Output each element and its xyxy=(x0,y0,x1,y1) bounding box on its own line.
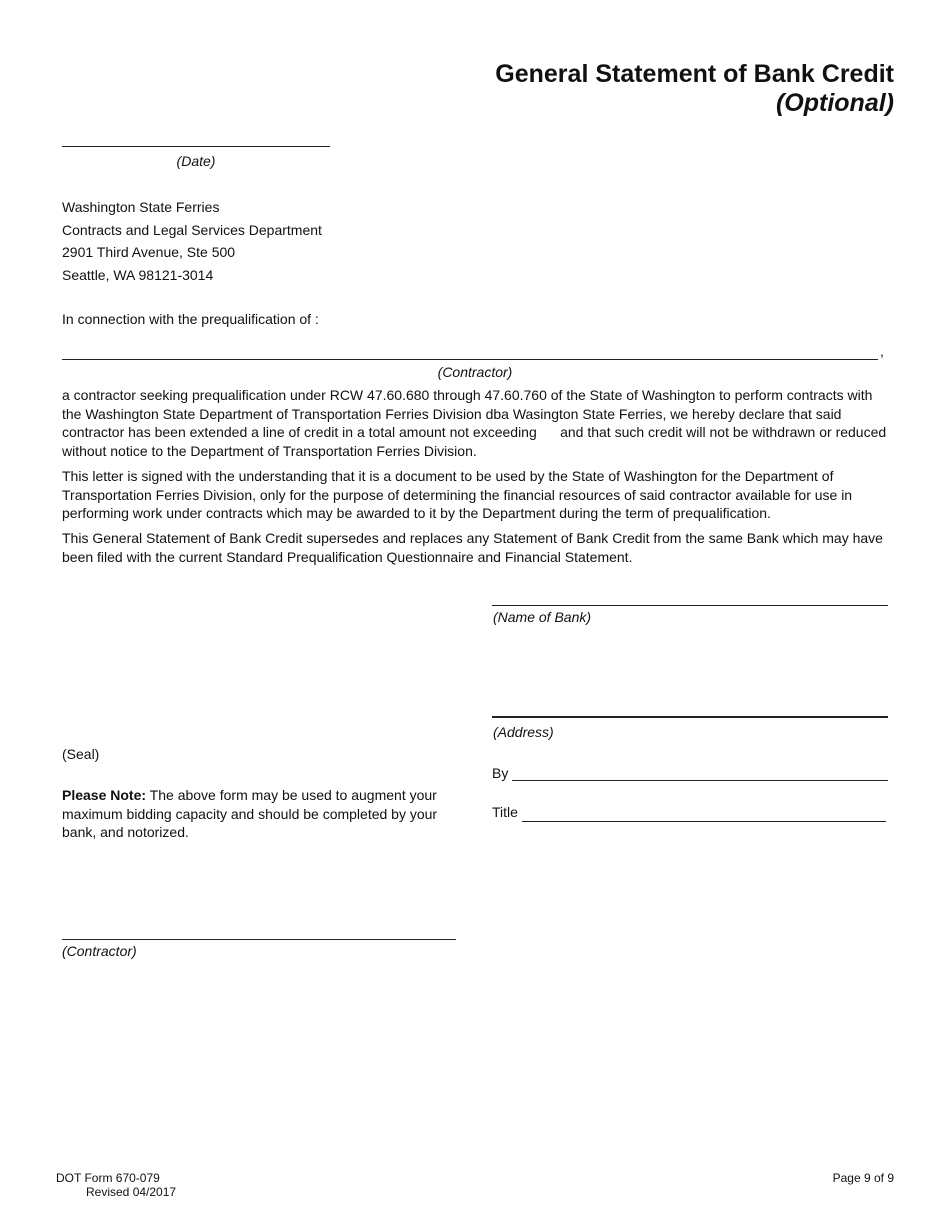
contractor-label: (Contractor) xyxy=(437,364,513,380)
footer-form-number: DOT Form 670-079 xyxy=(56,1171,160,1185)
contractor-signature-input[interactable] xyxy=(62,920,456,938)
body-paragraph-2: This letter is signed with the understanding that it is a document to be used by the State of Washington for the Department of Transportation Ferries Division, only for the purpose of determining the financial resources of said contractor available for use in performing work under contracts which may be awarded to it by the Department during the term of prequalification. xyxy=(62,468,853,522)
title-label: Title xyxy=(492,804,518,820)
intro-text: In connection with the prequalification of : xyxy=(62,311,319,327)
page-title xyxy=(495,60,894,118)
title-line xyxy=(522,821,886,822)
body-paragraph-3: This General Statement of Bank Credit supersedes and replaces any Statement of Bank Credit from the same Bank which may have been filed with the current Standard Prequalification Questionnaire and Financial Statement. xyxy=(62,530,883,565)
date-label: (Date) xyxy=(176,153,216,169)
title-optional: (Optional) xyxy=(775,89,894,117)
seal-label: (Seal) xyxy=(62,746,100,762)
by-label: By xyxy=(492,765,509,781)
recipient-line: Contracts and Legal Services Department xyxy=(62,221,322,238)
contractor-input[interactable] xyxy=(62,341,876,359)
bank-name-label: (Name of Bank) xyxy=(493,609,592,625)
bank-address-label: (Address) xyxy=(493,724,554,740)
please-note-text: The above form may be used to augment your maximum bidding capacity and should be completed by your bank, and notorized. xyxy=(62,787,438,841)
title-main: General Statement of Bank Credit xyxy=(495,60,894,88)
please-note-heading: Please Note: xyxy=(62,787,147,803)
contractor-comma: , xyxy=(880,343,884,359)
recipient-line: Washington State Ferries xyxy=(62,199,220,215)
footer-revised: Revised 04/2017 xyxy=(86,1185,177,1199)
date-line xyxy=(62,146,330,147)
recipient-line: 2901 Third Avenue, Ste 500 xyxy=(62,244,236,260)
by-input[interactable] xyxy=(512,762,888,780)
by-line xyxy=(512,780,888,781)
contractor-signature-line xyxy=(62,939,456,940)
recipient-line: Seattle, WA 98121-3014 xyxy=(62,266,214,283)
contractor-line xyxy=(62,359,878,360)
recipient-address xyxy=(62,196,322,286)
title-input[interactable] xyxy=(522,803,886,821)
bank-address-input[interactable] xyxy=(492,696,888,714)
footer-page-number: Page 9 of 9 xyxy=(832,1171,894,1185)
contractor-signature-label: (Contractor) xyxy=(62,943,137,959)
date-input[interactable] xyxy=(62,128,330,146)
bank-address-line xyxy=(492,716,888,718)
bank-name-line xyxy=(492,605,888,606)
please-note xyxy=(62,786,452,842)
bank-name-input[interactable] xyxy=(492,586,888,604)
body-paragraph-1: a contractor seeking prequalification under RCW 47.60.680 through 47.60.760 of the State of Washington to perform contracts with the Washington State Department of Transportation Ferries Division dba Wasington State Ferries, we hereby declare that said contractor has been extended a line of credit in a total amount not exceeding and that such credit will not be withdrawn or reduced without notice to the Department of Transportation Ferries Division. xyxy=(62,387,887,460)
